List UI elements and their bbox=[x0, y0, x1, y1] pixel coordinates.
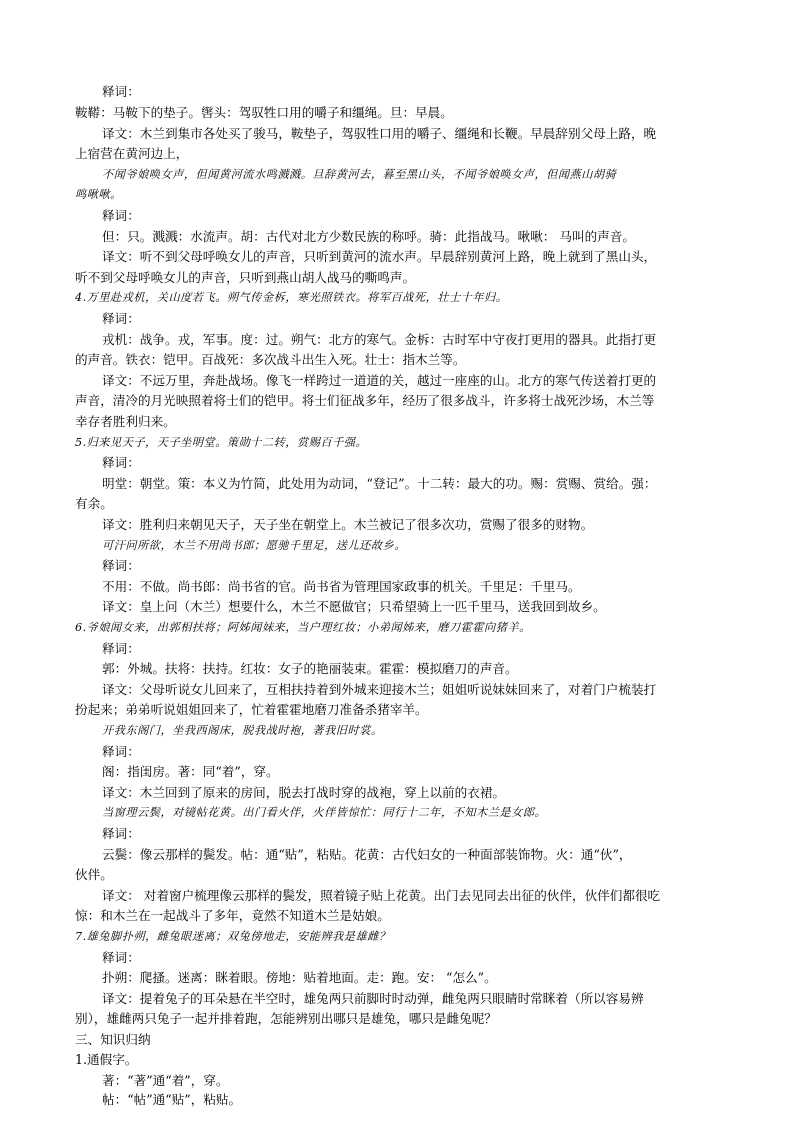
text-line: 释词： bbox=[102, 641, 140, 656]
text-line: 有余。 bbox=[75, 496, 113, 511]
text-line: 鞍鞯：马鞍下的垫子。辔头：驾驭牲口用的嚼子和缰绳。旦：早晨。 bbox=[75, 105, 453, 120]
text-line: 译文：胜利归来朝见天子，天子坐在朝堂上。木兰被记了很多次功，赏赐了很多的财物。 bbox=[102, 517, 594, 532]
section-heading: 三、知识归纳 bbox=[75, 1032, 151, 1047]
text-line: 译文：木兰到集市各处买了骏马，鞍垫子，驾驭牲口用的嚼子、缰绳和长鞭。早晨辞别父母上路，晚 bbox=[102, 126, 657, 141]
text-line: 惊：和木兰在一起战斗了多年，竟然不知道木兰是姑娘。 bbox=[75, 908, 390, 923]
text-line: 扮起来；弟弟听说姐姐回来了，忙着霍霍地磨刀准备杀猪宰羊。 bbox=[75, 702, 428, 717]
text-line: 戎机：战争。戎，军事。度：过。朔气：北方的寒气。金柝：古时军中守夜打更用的器具。此指打更 bbox=[102, 332, 657, 347]
text-line: 释词： bbox=[102, 208, 140, 223]
text-line: 释词： bbox=[102, 84, 140, 99]
text-line: 译文：不远万里，奔赴战场。像飞一样跨过一道道的关，越过一座座的山。北方的寒气传送着打更的 bbox=[102, 373, 657, 388]
text-line: 云鬓：像云那样的鬓发。帖：通“贴”，粘贴。花黄：古代妇女的一种面部装饰物。火：通“伙”， bbox=[102, 847, 632, 862]
source-text-line: 可汗问所欲，木兰不用尚书郎；愿驰千里足，送儿还故乡。 bbox=[102, 539, 406, 552]
text-line: 不用：不做。尚书郎：尚书省的官。尚书省为管理国家政事的机关。千里足：千里马。 bbox=[102, 579, 581, 594]
text-line: 的声音。铁衣：铠甲。百战死：多次战斗出生入死。壮士：指木兰等。 bbox=[75, 352, 466, 367]
text-line: 声音，清冷的月光映照着将士们的铠甲。将士们征战多年，经历了很多战斗，许多将士战死沙场，木兰等 bbox=[75, 393, 655, 408]
text-line: 译文：听不到父母呼唤女儿的声音，只听到黄河的流水声。早晨辞别黄河上路，晚上就到了黑山头， bbox=[102, 249, 657, 264]
text-line: 伙伴。 bbox=[75, 867, 113, 882]
text-line: 别），雄雌两只兔子一起并排着跑，怎能辨别出哪只是雄兔，哪只是雌兔呢？ bbox=[75, 1011, 497, 1026]
text-line: 释词： bbox=[102, 455, 140, 470]
source-text-line: 当窗理云鬓，对镜帖花黄。出门看火伴，火伴皆惊忙：同行十二年，不知木兰是女郎。 bbox=[102, 806, 547, 819]
text-line: 著：“著”通“着”，穿。 bbox=[102, 1073, 229, 1088]
text-line: 阁：指闺房。著：同“着”，穿。 bbox=[102, 764, 279, 779]
text-line: 译文：皇上问（木兰）想要什么，木兰不愿做官；只希望骑上一匹千里马，送我回到故乡。 bbox=[102, 599, 606, 614]
text-line: 明堂：朝堂。策：本义为竹简，此处用为动词，“登记”。十二转：最大的功。赐：赏赐、赏给。强： bbox=[102, 476, 657, 491]
source-text-line: 7.雄兔脚扑朔，雌兔眼迷离；双兔傍地走，安能辨我是雄雌？ bbox=[75, 930, 391, 943]
text-line: 郭：外城。扶将：扶持。红妆：女子的艳丽装束。霍霍：模拟磨刀的声音。 bbox=[102, 661, 518, 676]
source-text-line: 6.爷娘闻女来，出郭相扶将；阿姊闻妹来，当户理红妆；小弟闻姊来，磨刀霍霍向猪羊。 bbox=[75, 621, 531, 634]
text-line: 译文：父母听说女儿回来了，互相扶持着到外城来迎接木兰；姐姐听说妹妹回来了，对着门户梳装打 bbox=[102, 682, 657, 697]
source-text-line: 不闻爷娘唤女声，但闻黄河流水鸣溅溅。旦辞黄河去，暮至黑山头，不闻爷娘唤女声，但闻燕山胡骑 bbox=[102, 168, 617, 181]
text-line: 译文： 对着窗户梳理像云那样的鬓发，照着镜子贴上花黄。出门去见同去出征的伙伴，伙伴们都很吃 bbox=[102, 888, 661, 903]
text-line: 释词： bbox=[102, 744, 140, 759]
text-line: 释词： bbox=[102, 826, 140, 841]
text-line: 释词： bbox=[102, 950, 140, 965]
text-line: 听不到父母呼唤女儿的声音，只听到燕山胡人战马的嘶鸣声。 bbox=[75, 270, 416, 285]
source-text-line: 开我东阁门，坐我西阁床，脱我战时袍，著我旧时裳。 bbox=[102, 724, 383, 737]
text-line: 幸存者胜利归来。 bbox=[75, 414, 176, 429]
source-text-line: 鸣啾啾。 bbox=[75, 188, 122, 201]
text-line: 译文：木兰回到了原来的房间，脱去打战时穿的战袍，穿上以前的衣裙。 bbox=[102, 785, 505, 800]
source-text-line: 4.万里赴戎机，关山度若飞。朔气传金柝，寒光照铁衣。将军百战死，壮士十年归。 bbox=[75, 291, 508, 304]
source-text-line: 5.归来见天子，天子坐明堂。策勋十二转，赏赐百千强。 bbox=[75, 436, 368, 449]
text-line: 扑朔：爬搔。迷离：眯着眼。傍地：贴着地面。走：跑。安： “怎么”。 bbox=[102, 970, 497, 985]
text-line: 帖：“帖”通“贴”，粘贴。 bbox=[102, 1092, 242, 1107]
text-line: 释词： bbox=[102, 558, 140, 573]
text-line: 译文：提着兔子的耳朵悬在半空时，雄兔两只前脚时时动弹，雌兔两只眼睛时常眯着（所以容易辨 bbox=[102, 991, 644, 1006]
text-line: 释词： bbox=[102, 311, 140, 326]
text-line: 但：只。溅溅：水流声。胡：古代对北方少数民族的称呼。骑：此指战马。啾啾： 马叫的声音。 bbox=[102, 229, 635, 244]
text-line: 1.通假字。 bbox=[75, 1052, 138, 1067]
text-line: 上宿营在黄河边上， bbox=[75, 146, 189, 161]
